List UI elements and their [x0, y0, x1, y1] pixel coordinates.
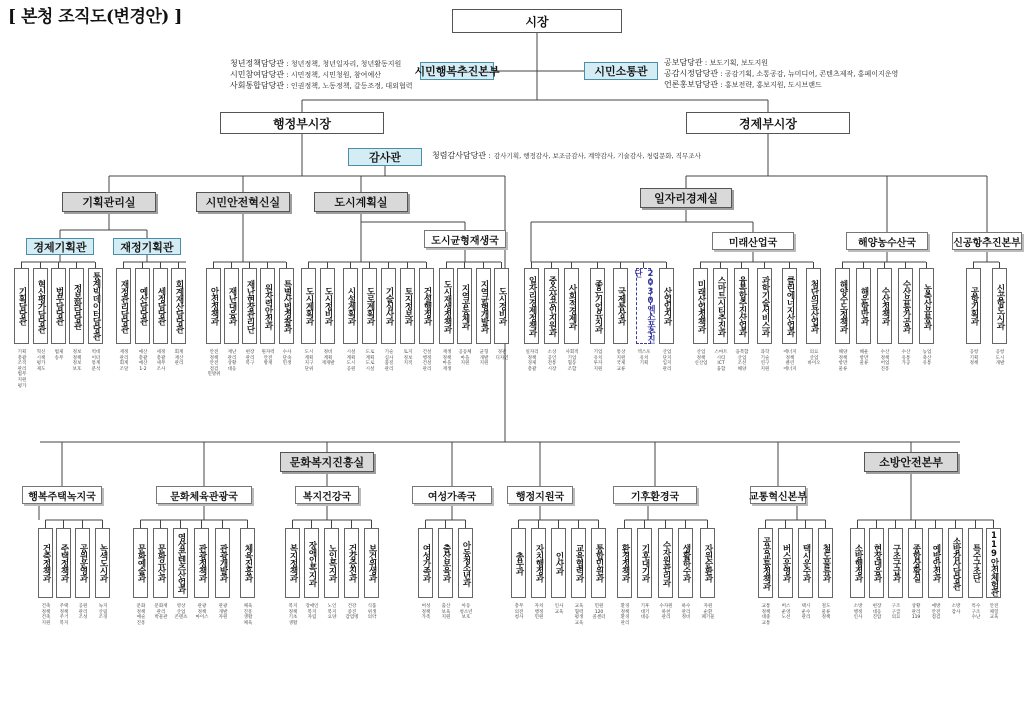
upper-team-tasks: 재난 관리 상황 대응	[227, 350, 237, 372]
audit-note-label: 청렴감사담당관	[432, 151, 487, 160]
upper-team-box: 도시정비과	[320, 268, 335, 344]
audit-note-desc: 감사기획, 행정감사, 보조금감사, 계약감사, 기술감사, 청렴문화, 직무조사	[494, 152, 701, 160]
upper-team-box: 혁신평가담당관	[33, 268, 48, 344]
lower-team-box: 여성가족과	[418, 528, 433, 598]
lower-team-tasks: 현장 대응 진압	[872, 604, 882, 621]
lower-team-box: 종합상황실	[908, 528, 923, 598]
lower-team-box: 철도물류과	[818, 528, 833, 598]
upper-team-box: 기술심사과	[381, 268, 396, 344]
upper-team-tasks: 과학 기술 연구 지원	[760, 350, 770, 372]
lower-team-tasks: 수자원 하천 관리	[659, 604, 673, 621]
lower-team-tasks: 문화 정책 예술 진흥	[136, 604, 146, 626]
upper-team-tasks: 기술 심사 품질 관리	[384, 350, 394, 372]
lower-team-tasks: 철도 물류 정책	[821, 604, 831, 621]
upper-team-tasks: 경관 디자인	[495, 350, 509, 361]
lower-team-tasks: 출산 보육 지원	[441, 604, 451, 621]
upper-team-box: 수산정책과	[877, 268, 892, 344]
upper-team-tasks: 수산 정책 어업 진흥	[880, 350, 890, 372]
upper-team-tasks: 산업 정책 신산업	[694, 350, 708, 367]
upper-team-box: 세정담당관	[153, 268, 168, 344]
right-note-label: 공보담당관	[664, 58, 703, 67]
upper-team-tasks: 안전 정책 안전 점검 민방위	[207, 350, 221, 378]
upper-team-tasks: 토지 정보 지적	[403, 350, 413, 367]
economic-planning-box: 경제기획관	[26, 238, 94, 255]
upper-team-box: 도시재생정책과	[439, 268, 454, 344]
lower-team-box: 환경정책과	[617, 528, 632, 598]
lower-team-box: 주택정책과	[56, 528, 71, 598]
upper-team-tasks: 빅데 이터 통계 분석	[91, 350, 101, 372]
lower-team-tasks: 하수 관리 정비	[681, 604, 691, 621]
upper-team-box: 클린에너지산업과	[782, 268, 797, 344]
upper-team-tasks: 공항 도시 개발	[995, 350, 1005, 367]
upper-team-box: 지역공동체과	[457, 268, 472, 344]
lower-team-tasks: 복지 정책 기초 생활	[288, 604, 298, 626]
lower-team-tasks: 녹지 산림 조경	[98, 604, 108, 621]
lower-bureau-box: 기후환경국	[613, 486, 697, 504]
upper-team-box: 기획담당관	[14, 268, 29, 344]
right-note-desc: 공감기획, 소통공감, 뉴미디어, 콘텐츠제작, 홍페이지운영	[724, 70, 899, 78]
lower-team-tasks: 소방 감사	[951, 604, 961, 615]
upper-team-tasks: 정비 계획 재개발	[321, 350, 335, 367]
upper-team-tasks: 재생 정책 마을 재생	[442, 350, 452, 372]
upper-team-tasks: 사회적 기업 협동 조합	[565, 350, 579, 372]
upper-team-box: 수산유통가공과	[898, 268, 913, 344]
upper-team-box: 재정관리담당관	[116, 268, 131, 344]
lower-bureau-box: 여성가족국	[412, 486, 492, 504]
lower-team-tasks: 버스 운영 노선	[781, 604, 791, 621]
lower-team-tasks: 상황 관리 119	[911, 604, 921, 621]
right-note-desc: 보도기획, 보도지원	[709, 59, 768, 67]
upper-team-tasks: 균형 개발 지원	[479, 350, 489, 367]
upper-team-tasks: 통상 지원 국제 교류	[616, 350, 626, 372]
upper-team-box: 해양수도정책과	[835, 268, 850, 344]
urban-planning-office-box: 도시계획실	[314, 192, 408, 212]
upper-team-tasks: 의료 산업 바이오	[807, 350, 821, 367]
lower-team-tasks: 특수 구조 수난	[971, 604, 981, 621]
lower-team-box: 예방안전과	[928, 528, 943, 598]
upper-team-tasks: 원자력 안전 방재	[261, 350, 275, 367]
upper-team-box: 일자리경제정책과	[524, 268, 539, 344]
lower-team-tasks: 관광 정책 마이스	[195, 604, 209, 621]
lower-team-box: 인사과	[551, 528, 566, 598]
lower-team-tasks: 예방 안전 점검	[931, 604, 941, 621]
lower-team-box: 아동청소년과	[458, 528, 473, 598]
lower-team-tasks: 안전 체험 교육	[989, 604, 999, 621]
upper-team-tasks: 현장 관리 복구	[245, 350, 255, 367]
lower-team-box: 특수구조단	[968, 528, 983, 598]
upper-team-tasks: 해양 정책 항만 물류	[838, 350, 848, 372]
upper-team-tasks: 수사 단속 민생	[282, 350, 292, 367]
upper-team-box: 융복합추진산업과	[734, 268, 749, 344]
upper-team-tasks: 정보 정책 정보 보호	[72, 350, 82, 372]
upper-team-box: 도로계획과	[362, 268, 377, 344]
lower-team-box: 출산보육과	[438, 528, 453, 598]
upper-team-box: 회계재산담당관	[171, 268, 186, 344]
upper-team-box: 좋은기업유치과	[590, 268, 605, 344]
lower-team-tasks: 택시 운수 관리	[801, 604, 811, 621]
upper-team-box: 원자력안전과	[260, 268, 275, 344]
lower-team-tasks: 여성 정책 가족	[421, 604, 431, 621]
lower-team-box: 119안전체험관	[986, 528, 1001, 598]
page-title: [ 본청 조직도(변경안) ]	[8, 7, 182, 27]
lower-team-tasks: 문화재 관리 박물관	[154, 604, 168, 621]
upper-team-box: 통계빅데이터담당관	[88, 268, 103, 344]
lower-team-tasks: 교육 협력 평생 교육	[574, 604, 584, 626]
upper-team-box: 안전정책과	[206, 268, 221, 344]
lower-team-box: 자치행정과	[531, 528, 546, 598]
upper-team-box: 정보화담당관	[69, 268, 84, 344]
left-note-label: 청년정책담당관	[230, 59, 285, 68]
lower-team-tasks: 영상 산업 콘텐츠	[174, 604, 188, 621]
upper-team-tasks: 도시 계획 지구 단위	[304, 350, 314, 372]
upper-team-box: 국제통상과	[613, 268, 628, 344]
upper-team-box: 재난현장관리단	[242, 268, 257, 344]
upper-team-box: 시설계획과	[343, 268, 358, 344]
left-note-3: 사회통합담당관 : 인권정책, 노동정책, 갈등조정, 대외협력	[230, 81, 413, 90]
lower-team-box: 복지정책과	[285, 528, 300, 598]
lower-team-tasks: 총무 의전 청사	[514, 604, 524, 621]
upper-team-box: 해운항만과	[856, 268, 871, 344]
right-note-label: 공감시정담당관	[664, 69, 719, 78]
upper-team-box: 미래산업정책과	[693, 268, 708, 344]
upper-team-box: 스마트시티추진과	[713, 268, 728, 344]
right-note-1: 공보담당관 : 보도기획, 보도지원	[664, 58, 768, 67]
lower-team-box: 자원순환과	[700, 528, 715, 598]
lower-team-box: 구조구급과	[888, 528, 903, 598]
lower-team-tasks: 장애인 복지 자립	[305, 604, 319, 621]
new-airport-hq-box: 신공항추진본부	[952, 232, 1022, 250]
lower-team-box: 현장대응과	[869, 528, 884, 598]
upper-team-tasks: 소상 공인 전통 시장	[547, 350, 557, 372]
lower-team-box: 녹색도시과	[95, 528, 110, 598]
upper-team-box: 2030엑스포추진단	[632, 269, 656, 343]
upper-team-tasks: 엑스포 유치 기획	[637, 350, 651, 367]
lower-team-box: 건강증진과	[344, 528, 359, 598]
lower-team-tasks: 인사 교육	[554, 604, 564, 615]
upper-team-box: 과학기술서비스과	[757, 268, 772, 344]
lower-team-tasks: 아동 청소년 보호	[459, 604, 473, 621]
left-note-desc: 청년정책, 청년일자리, 청년활동지원	[290, 60, 402, 68]
upper-team-box: 도시경비과	[494, 268, 509, 344]
lower-bureau-box: 복지건강국	[295, 486, 359, 504]
upper-team-box: 지역균형개발과	[476, 268, 491, 344]
lower-team-box: 버스운영과	[778, 528, 793, 598]
upper-team-box: 농축산유통과	[919, 268, 934, 344]
upper-team-tasks: 회계 재산 관리	[174, 350, 184, 367]
upper-team-box: 재난대응과	[224, 268, 239, 344]
upper-team-tasks: 에너지 정책 클린 에너지	[783, 350, 797, 372]
civil-safety-office-box: 시민안전혁신실	[196, 192, 290, 212]
upper-team-tasks: 세정 총괄 세무 조사	[156, 350, 166, 372]
lower-team-box: 문화예술과	[133, 528, 148, 598]
upper-team-box: 신공항도시과	[992, 268, 1007, 344]
lower-team-box: 영상콘텐츠산업과	[173, 528, 188, 598]
lower-team-box: 소방행정과	[850, 528, 865, 598]
lower-team-tasks: 노인 복지 요양	[327, 604, 337, 621]
upper-team-box: 예산담당관	[135, 268, 150, 344]
lower-team-box: 소방감사담당관	[948, 528, 963, 598]
upper-team-tasks: 예산 총괄 예산 1·2	[138, 350, 148, 372]
lower-team-tasks: 건축 정책 건축 지원	[41, 604, 51, 626]
finance-planning-box: 재정기획관	[113, 238, 181, 255]
lower-team-tasks: 자치 행정 민원	[534, 604, 544, 621]
lower-team-box: 기후대기과	[637, 528, 652, 598]
lower-team-box: 수자원관리과	[658, 528, 673, 598]
lower-team-box: 노인복지과	[324, 528, 339, 598]
lower-team-box: 문화유산과	[153, 528, 168, 598]
jobs-economy-office-box: 일자리경제실	[640, 188, 732, 208]
upper-team-tasks: 혁신 시책 평가 제도	[36, 350, 46, 372]
lower-team-tasks: 공원 관리 조성	[78, 604, 88, 621]
left-note-2: 시민참여담당관 : 시민정책, 시민청원, 참여예산	[230, 70, 381, 79]
upper-team-box: 공항기획과	[966, 268, 981, 344]
citizen-communication-box: 시민소통관	[584, 62, 658, 80]
audit-box: 감사관	[348, 148, 422, 166]
upper-team-tasks: 농업 축산 유통	[922, 350, 932, 367]
upper-team-tasks: 시설 계획 도시 공원	[346, 350, 356, 372]
lower-team-tasks: 기후 대기 대응	[640, 604, 650, 621]
deputy-admin-box: 행정부시장	[220, 112, 384, 134]
right-note-desc: 홍보전략, 홍보지원, 도시브랜드	[724, 81, 822, 89]
upper-team-tasks: 도로 계획 도로 시설	[365, 350, 375, 372]
lower-team-tasks: 관광 개발 자원	[218, 604, 228, 621]
lower-team-box: 공원운영과	[75, 528, 90, 598]
left-note-desc: 시민정책, 시민청원, 참여예산	[290, 71, 381, 79]
lower-team-box: 교육협력과	[571, 528, 586, 598]
upper-team-tasks: 일자리 정책 경제 총괄	[525, 350, 539, 372]
lower-bureau-box: 문화체육관광국	[156, 486, 252, 504]
lower-team-box: 체육진흥과	[240, 528, 255, 598]
left-note-1: 청년정책담당관 : 청년정책, 청년일자리, 청년활동지원	[230, 59, 402, 68]
fire-safety-hq-box: 소방안전본부	[864, 452, 958, 472]
upper-team-tasks: 기업 유치 투자 지원	[593, 350, 603, 372]
lower-team-tasks: 교통 정책 대중 교통	[761, 604, 771, 626]
lower-team-box: 통합민원과	[591, 528, 606, 598]
right-note-2: 공감시정담당관 : 공감기획, 소통공감, 뉴미디어, 콘텐츠제작, 홍페이지운영	[664, 69, 899, 78]
lower-team-tasks: 체육 진흥 생활 체육	[243, 604, 253, 626]
upper-team-box: 산업입지과	[659, 268, 674, 344]
lower-team-box: 건축정책과	[38, 528, 53, 598]
left-note-label: 시민참여담당관	[230, 70, 285, 79]
upper-team-tasks: 해운 항만 물류	[859, 350, 869, 367]
lower-team-tasks: 자원 순환 폐기물	[701, 604, 715, 621]
upper-team-tasks: 법제 송무	[54, 350, 64, 361]
lower-bureau-box: 행복주택녹지국	[22, 486, 102, 504]
lower-team-box: 관광개발과	[215, 528, 230, 598]
right-note-label: 언론홍보담당관	[664, 80, 719, 89]
upper-team-tasks: 건설 행정 건설 관리	[422, 350, 432, 372]
left-note-desc: 인권정책, 노동정책, 갈등조정, 대외협력	[290, 82, 413, 90]
lower-team-box: 택시운수과	[798, 528, 813, 598]
urban-regeneration-bureau-box: 도시균형재생국	[424, 230, 506, 248]
upper-team-box: 토지정보과	[400, 268, 415, 344]
upper-team-tasks: 재정 관리 회계 조달	[119, 350, 129, 372]
lower-team-tasks: 환경 정책 환경 관리	[620, 604, 630, 626]
upper-team-tasks: 산업 단지 입지 관리	[662, 350, 672, 372]
left-note-label: 사회통합담당관	[230, 81, 285, 90]
citizen-happiness-hq-box: 시민행복추진본부	[420, 62, 494, 80]
lower-team-box: 생활하수과	[678, 528, 693, 598]
lower-bureau-box: 교통혁신본부	[750, 486, 806, 504]
planning-office-box: 기획관리실	[62, 192, 156, 212]
upper-team-tasks: 융복합 산업 조선 해양	[735, 350, 749, 372]
lower-team-tasks: 구조 구급 의료	[891, 604, 901, 621]
audit-note: 청렴감사담당관 :	[432, 151, 491, 160]
lower-team-box: 총무과	[511, 528, 526, 598]
upper-team-tasks: 공동체 마을 지원	[458, 350, 472, 367]
upper-team-tasks: 공항 기획 정책	[969, 350, 979, 367]
lower-team-tasks: 소방 행정 인사	[853, 604, 863, 621]
upper-team-box: 특별사법경찰과	[279, 268, 294, 344]
upper-team-box: 법무담당관	[51, 268, 66, 344]
upper-team-tasks: 수산 유통 가공	[901, 350, 911, 367]
lower-team-tasks: 건강 증진 감염병	[345, 604, 359, 621]
upper-team-box: 첨단의료산업과	[806, 268, 821, 344]
future-industry-bureau-box: 미래산업국	[712, 232, 794, 250]
upper-team-box: 중소상공인지원과	[544, 268, 559, 344]
deputy-econ-box: 경제부시장	[686, 112, 850, 134]
mayor-box: 시장	[452, 9, 622, 33]
lower-team-tasks: 주택 정책 주거 복지	[59, 604, 69, 626]
lower-team-box: 장애인복지과	[304, 528, 319, 598]
upper-team-tasks: 기획 총괄 조직 관리 법무 지원 평가	[17, 350, 27, 389]
marine-agriculture-bureau-box: 해양농수산국	[846, 232, 928, 250]
upper-team-box: 도시계획과	[301, 268, 316, 344]
lower-team-box: 공공교통정책과	[758, 528, 773, 598]
lower-team-box: 관광정책과	[194, 528, 209, 598]
upper-team-box: 사회적경제과	[564, 268, 579, 344]
upper-team-tasks: 스마트 시티 ICT 융합	[714, 350, 728, 372]
lower-team-tasks: 식품 위생 의약	[367, 604, 377, 621]
culture-welfare-office-box: 문화복지진흥실	[280, 452, 374, 472]
lower-team-box: 보건위생과	[364, 528, 379, 598]
lower-team-tasks: 민원 120 콜센터	[592, 604, 606, 621]
lower-bureau-box: 행정지원국	[507, 486, 573, 504]
right-note-3: 언론홍보담당관 : 홍보전략, 홍보지원, 도시브랜드	[664, 80, 822, 89]
upper-team-box: 건설행정과	[419, 268, 434, 344]
